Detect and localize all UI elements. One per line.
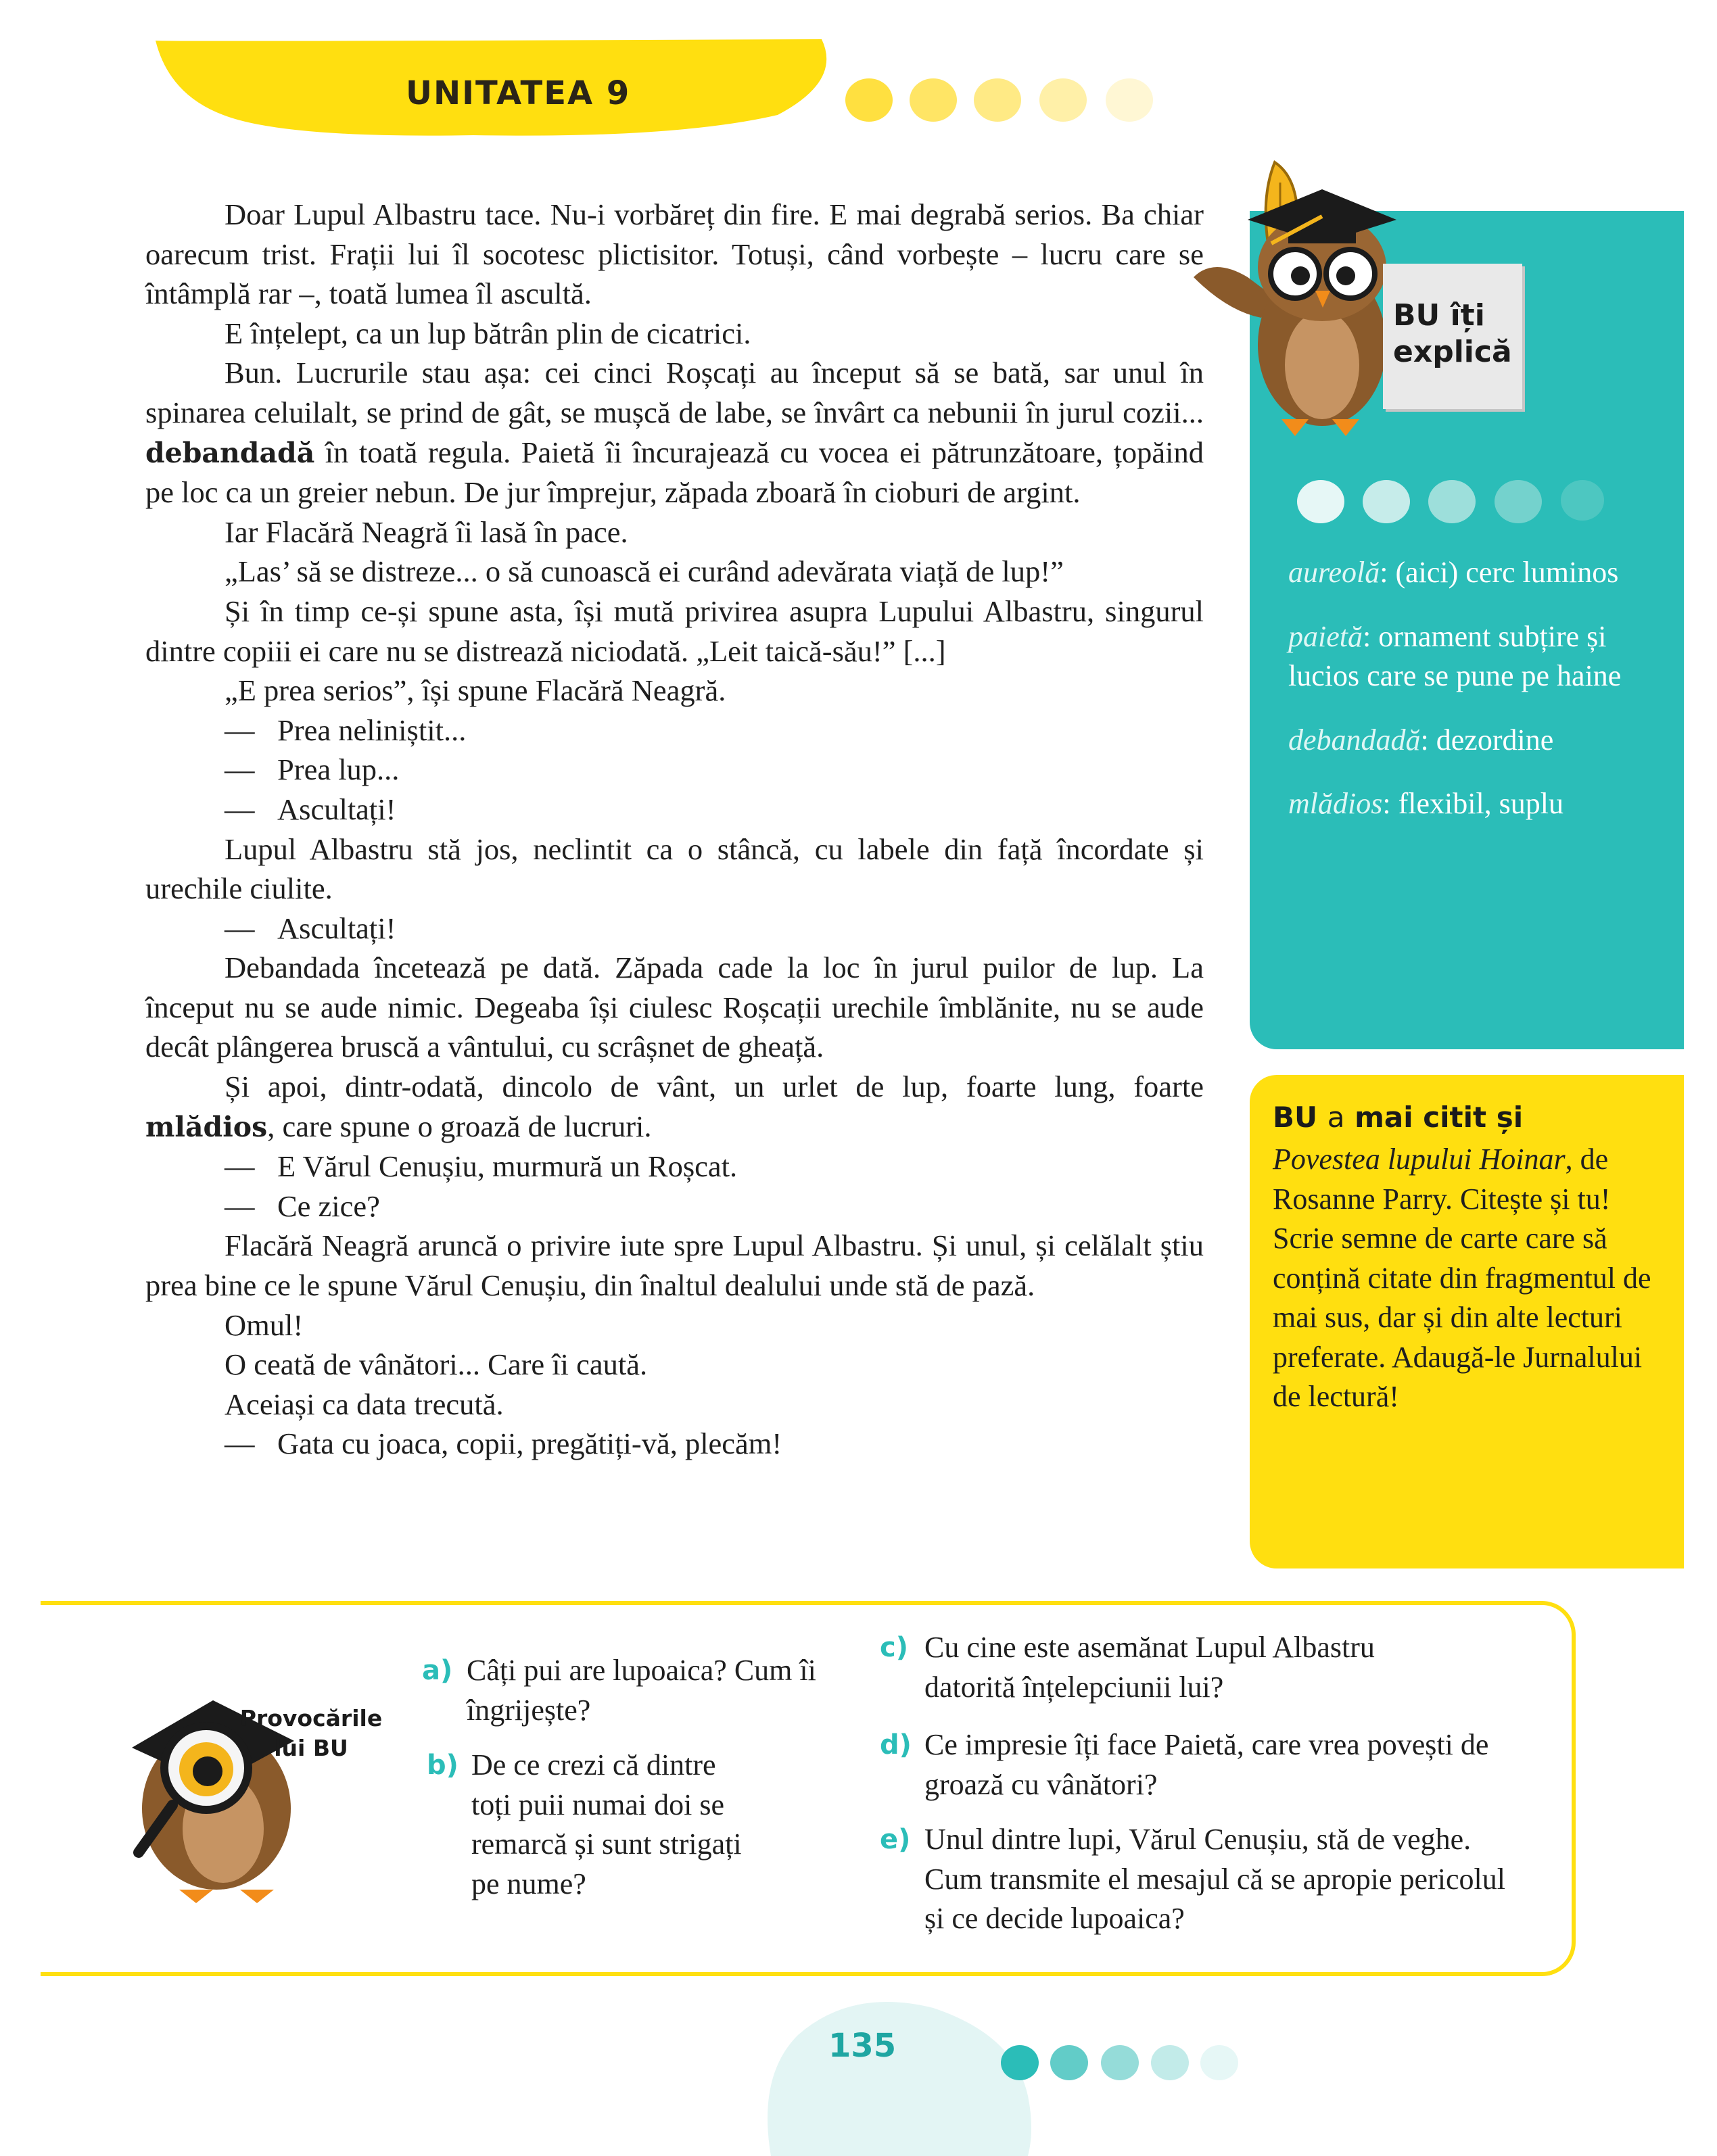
story-paragraph: „E prea serios”, își spune Flacără Neagră.	[225, 673, 726, 708]
unit-title: UNITATEA 9	[406, 74, 631, 112]
bold-term: mlădios	[145, 1110, 268, 1143]
dialogue-line: — Ascultați!	[225, 792, 396, 826]
glossary-entry: debandadă: dezordine	[1288, 723, 1554, 757]
glossary-entry: paietă: ornament subțire și lucios care se pune pe haine	[1288, 619, 1622, 692]
story-paragraph: Doar Lupul Albastru tace. Nu-i vorbăreț din fire. E mai degrabă serios. Ba chiar oarecum trist. Frații lui îl socotesc plictisitor. Totuși, când vorbește – lucru care se întâmplă rar –, toată lumea îl ascultă.	[145, 197, 1204, 311]
challenges-label: Provocările lui BU	[239, 1705, 383, 1761]
bu-explains-label: BU îți explică	[1393, 298, 1512, 369]
owl-quill-icon	[1173, 142, 1403, 446]
dialogue-line: — Ce zice?	[225, 1189, 380, 1223]
story-paragraph: Și în timp ce-și spune asta, își mută privirea asupra Lupului Albastru, singurul dintre copiii ei care nu se distrează niciodată. „Leit taică-său!” [...]	[145, 594, 1204, 668]
glossary-list	[1288, 553, 1667, 848]
story-paragraph: E înțelept, ca un lup bătrân plin de cicatrici.	[225, 316, 751, 350]
story-paragraph: Bun. Lucrurile stau așa: cei cinci Roșcați au început să se bată, sar unul în spinarea celuilalt, se prind de gât, se mușcă de labe, se învârt ca nebunii în jurul cozii... debandadă în toată regula. Paietă îi încurajează cu vocea ei pătrunzătoare, țopăind pe loc ca un greier nebun. De jur împrejur, zăpada zboară în cioburi de argint.	[145, 356, 1204, 510]
story-paragraph: Omul!	[225, 1308, 304, 1342]
question-e: e) Unul dintre lupi, Vărul Cenușiu, stă de veghe. Cum transmite el mesajul că se apropie pericolul și ce decide lupoaica?	[880, 1823, 1505, 1936]
story-paragraph: „Las’ să se distreze... o să cunoască ei curând adevărata viață de lup!”	[225, 554, 1064, 589]
story-paragraph: Debandada încetează pe dată. Zăpada cade la loc în jurul puilor de lup. La început nu se aude nimic. Degeaba își ciulesc Roșcații urechile îmblănite, nu se aude decât plângerea bruscă a vântului, cu scrâșnet de gheață.	[145, 951, 1204, 1064]
story-paragraph: Și apoi, dintr-odată, dincolo de vânt, un urlet de lup, foarte lung, foarte mlădios, care spune o groază de lucruri.	[145, 1070, 1204, 1143]
dialogue-line: — Prea lup...	[225, 752, 400, 787]
question-b: b) De ce crezi că dintre toți puii numai doi se remarcă și sunt strigați pe nume?	[427, 1748, 742, 1900]
page-number-blob	[757, 1994, 1041, 2156]
glossary-entry: aureolă: (aici) cerc luminos	[1288, 556, 1619, 589]
story-text	[145, 195, 1204, 1464]
book-title: Povestea lupului Hoinar	[1273, 1143, 1566, 1176]
reading-panel-title: BU a mai citit și	[1273, 1101, 1524, 1134]
glossary-entry: mlădios: flexibil, suplu	[1288, 787, 1564, 820]
dialogue-line: — E Vărul Cenușiu, murmură un Roșcat.	[225, 1149, 738, 1184]
story-paragraph: Iar Flacără Neagră îi lasă în pace.	[225, 514, 628, 549]
question-a: a) Câți pui are lupoaica? Cum îi îngrijește?	[422, 1654, 816, 1727]
question-d: d) Ce impresie îți face Paietă, care vrea povești de groază cu vânători?	[880, 1728, 1489, 1801]
story-paragraph: O ceată de vânători... Care îi caută.	[225, 1347, 648, 1382]
dialogue-line: — Ascultați!	[225, 911, 396, 945]
story-paragraph: Flacără Neagră aruncă o privire iute spre Lupul Albastru. Și unul, și celălalt știu prea bine ce le spune Vărul Cenușiu, din înaltul dealului unde stă de pază.	[145, 1228, 1204, 1303]
dialogue-line: — Prea neliniștit...	[225, 713, 467, 747]
reading-panel-text: Povestea lupului Hoinar, de Rosanne Parry. Citește și tu! Scrie semne de carte care să conțină citate din fragmentul de mai sus, dar și din alte lecturi preferate. Adaugă-le Jurnalului de lectură!	[1273, 1143, 1651, 1413]
question-c: c) Cu cine este asemănat Lupul Albastru datorită înțelepciunii lui?	[880, 1631, 1375, 1704]
story-paragraph: Aceiași ca data trecută.	[225, 1387, 504, 1421]
dialogue-line: — Gata cu joaca, copii, pregătiți-vă, plecăm!	[225, 1427, 782, 1461]
bold-term: debandadă	[145, 436, 315, 469]
story-paragraph: Lupul Albastru stă jos, neclintit ca o stâncă, cu labele din față încordate și urechile ciulite.	[145, 832, 1204, 906]
page-number: 135	[828, 2027, 897, 2065]
